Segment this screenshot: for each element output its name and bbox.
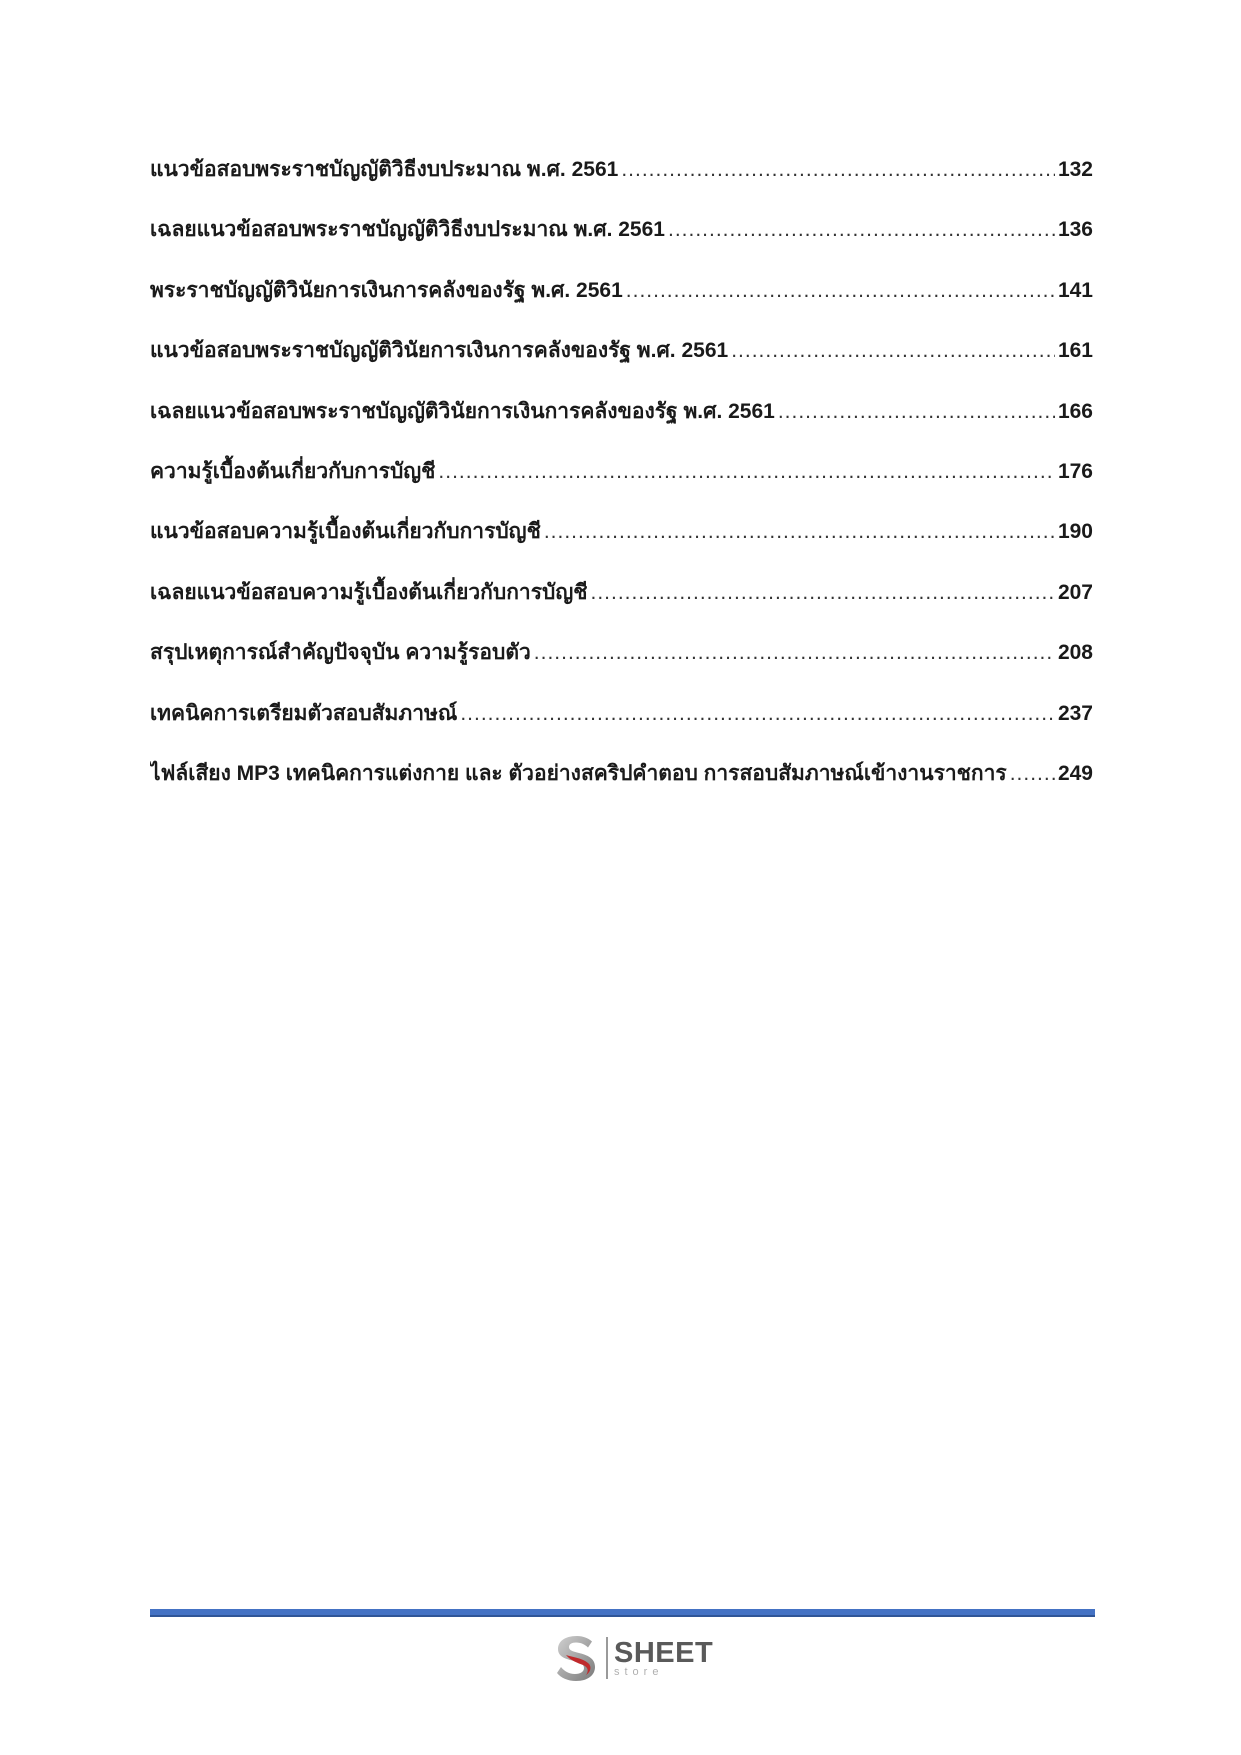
toc-entry[interactable] bbox=[150, 515, 1093, 575]
toc-entry-title: ความรู้เบื้องต้นเกี่ยวกับการบัญชี bbox=[150, 459, 436, 483]
toc-entry-title: เฉลยแนวข้อสอบความรู้เบื้องต้นเกี่ยวกับการบัญชี bbox=[150, 580, 588, 604]
toc-entry-title: สรุปเหตุการณ์สำคัญปัจจุบัน ความรู้รอบตัว bbox=[150, 641, 531, 665]
toc-entry-page: 141 bbox=[1057, 278, 1093, 302]
toc-entry-title: เฉลยแนวข้อสอบพระราชบัญญัติวินัยการเงินการคลังของรัฐ พ.ศ. 2561 bbox=[150, 399, 775, 423]
toc-entry-page: 132 bbox=[1057, 158, 1093, 181]
toc-entry-title: แนวข้อสอบพระราชบัญญัติวิธีงบประมาณ พ.ศ. 2561 bbox=[150, 158, 619, 181]
toc-dot-leader bbox=[438, 460, 1055, 484]
toc-dot-leader bbox=[626, 279, 1055, 303]
toc-entry-title: เฉลยแนวข้อสอบพระราชบัญญัติวิธีงบประมาณ พ.ศ. 2561 bbox=[150, 218, 665, 242]
table-of-contents bbox=[150, 153, 1093, 817]
toc-entry[interactable] bbox=[150, 576, 1093, 636]
toc-dot-leader bbox=[590, 581, 1054, 605]
toc-dot-leader bbox=[778, 400, 1055, 424]
toc-dot-leader bbox=[731, 339, 1055, 363]
toc-entry-title: พระราชบัญญัติวินัยการเงินการคลังของรัฐ พ.ศ. 2561 bbox=[150, 278, 623, 302]
logo-separator bbox=[606, 1637, 608, 1679]
toc-dot-leader bbox=[534, 641, 1055, 665]
footer-divider bbox=[150, 1609, 1095, 1617]
toc-entry-title: เทคนิคการเตรียมตัวสอบสัมภาษณ์ bbox=[150, 701, 458, 725]
sheet-store-logo-icon bbox=[552, 1633, 602, 1683]
toc-entry-page: 166 bbox=[1057, 399, 1093, 423]
toc-entry[interactable] bbox=[150, 757, 1093, 817]
toc-entry-page: 207 bbox=[1057, 580, 1093, 604]
toc-entry-page: 249 bbox=[1057, 761, 1093, 785]
toc-entry-page: 190 bbox=[1057, 520, 1093, 544]
toc-entry[interactable] bbox=[150, 213, 1093, 273]
toc-dot-leader bbox=[1010, 762, 1055, 786]
sheet-store-logo bbox=[552, 1632, 722, 1684]
toc-dot-leader bbox=[668, 218, 1055, 242]
toc-dot-leader bbox=[460, 702, 1055, 726]
toc-entry[interactable] bbox=[150, 636, 1093, 696]
toc-entry-title: ไฟล์เสียง MP3 เทคนิคการแต่งกาย และ ตัวอย่างสคริปคำตอบ การสอบสัมภาษณ์เข้างานราชการ bbox=[150, 761, 1007, 785]
toc-entry-page: 237 bbox=[1057, 701, 1093, 725]
toc-entry[interactable] bbox=[150, 395, 1093, 455]
toc-entry-page: 161 bbox=[1057, 339, 1093, 363]
toc-entry[interactable] bbox=[150, 455, 1093, 515]
toc-entry-title: แนวข้อสอบความรู้เบื้องต้นเกี่ยวกับการบัญชี bbox=[150, 520, 541, 544]
logo-text bbox=[614, 1636, 714, 1678]
toc-entry[interactable] bbox=[150, 334, 1093, 394]
toc-entry[interactable] bbox=[150, 153, 1093, 213]
toc-dot-leader bbox=[621, 158, 1055, 182]
logo-wordmark: SHEET bbox=[614, 1636, 714, 1669]
toc-entry-page: 176 bbox=[1057, 459, 1093, 483]
toc-dot-leader bbox=[544, 520, 1055, 544]
toc-entry-title: แนวข้อสอบพระราชบัญญัติวินัยการเงินการคลังของรัฐ พ.ศ. 2561 bbox=[150, 339, 729, 363]
logo-subtitle: store bbox=[614, 1665, 664, 1678]
toc-entry-page: 136 bbox=[1057, 218, 1093, 242]
toc-entry[interactable] bbox=[150, 274, 1093, 334]
toc-entry-page: 208 bbox=[1057, 641, 1093, 665]
toc-entry[interactable] bbox=[150, 697, 1093, 757]
